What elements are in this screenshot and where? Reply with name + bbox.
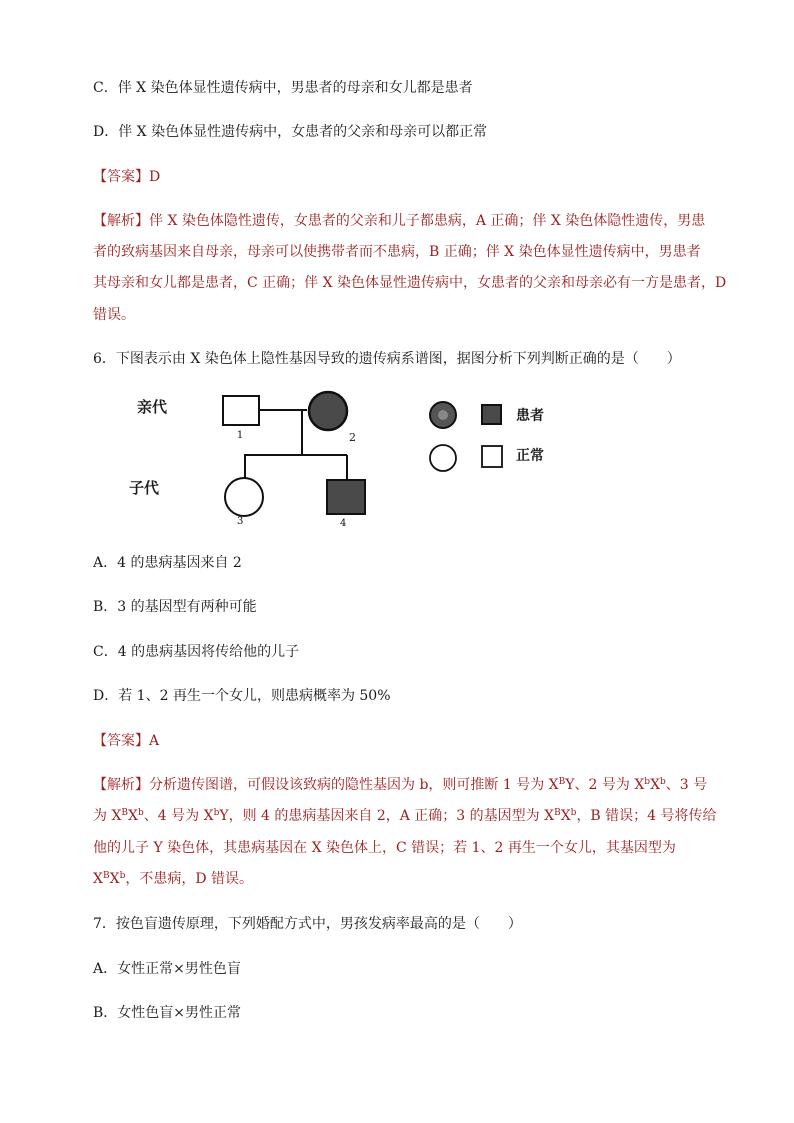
option-q6-b: B．3 的基因型有两种可能	[93, 599, 257, 615]
genotype-superscript: b	[213, 808, 220, 818]
legend-normal-female	[430, 445, 456, 471]
legend-affected-male	[482, 405, 501, 424]
option-q7-b: B．女性色盲×男性正常	[93, 1005, 242, 1021]
analysis-text: ，不患病，D 错误。	[125, 871, 254, 887]
analysis-text: 分析遗传图谱，可假设该致病的隐性基因为 b，则可推断 1 号为 X	[149, 777, 559, 793]
individual-3-normal-female	[225, 478, 263, 516]
analysis-text: 为 X	[93, 808, 122, 824]
analysis-tag: 【解析】	[93, 777, 149, 793]
question-7-stem: 7．按色盲遗传原理，下列婚配方式中，男孩发病率最高的是（ ）	[93, 916, 522, 932]
genotype-superscript: b	[660, 777, 666, 787]
individual-4-affected-male	[327, 480, 365, 514]
legend-normal-male	[482, 446, 502, 467]
analysis-text: 、3 号	[665, 777, 708, 793]
individual-2-number: 2	[349, 431, 356, 444]
genotype-superscript: b	[570, 808, 577, 818]
analysis-q6-line-1	[93, 775, 707, 795]
analysis-q5-line-4: 错误。	[93, 307, 135, 323]
answer-value: A	[149, 733, 160, 749]
individual-1-number: 1	[236, 430, 244, 441]
option-q6-d: D．若 1、2 再生一个女儿，则患病概率为 50%	[93, 688, 391, 704]
analysis-q5-line-1	[93, 211, 705, 231]
analysis-text: X	[109, 871, 120, 887]
option-q5-c: C．伴 X 染色体显性遗传病中，男患者的母亲和女儿都是患者	[93, 80, 473, 96]
analysis-text: X	[93, 871, 103, 887]
genotype-superscript: B	[102, 871, 110, 881]
analysis-text: 、4 号为 X	[143, 808, 214, 824]
option-q6-a: A．4 的患病基因来自 2	[93, 555, 242, 571]
legend-normal-label: 正常	[516, 448, 544, 464]
analysis-text: ，B 错误；4 号将传给	[576, 808, 717, 824]
analysis-text: X	[128, 808, 139, 824]
genotype-superscript: B	[121, 808, 129, 818]
analysis-text: 伴 X 染色体隐性遗传，女患者的父亲和儿子都患病，A 正确；伴 X 染色体隐性遗传，男患	[149, 213, 706, 229]
option-q6-c: C．4 的患病基因将传给他的儿子	[93, 644, 300, 660]
genotype-superscript: b	[138, 808, 144, 818]
analysis-q5-line-2: 者的致病基因来自母亲，母亲可以使携带者而不患病，B 正确；伴 X 染色体显性遗传病中，男患者	[93, 244, 701, 260]
question-6-stem: 6．下图表示由 X 染色体上隐性基因导致的遗传病系谱图，据图分析下列判断正确的是（ ）	[93, 351, 681, 367]
analysis-text: Y，则 4 的患病基因来自 2，A 正确；3 的基因型为 X	[219, 808, 555, 824]
genotype-superscript: b	[119, 871, 126, 881]
analysis-q6-line-4	[93, 869, 253, 889]
legend-affected-female-center	[438, 410, 448, 420]
analysis-text: Y、2 号为 X	[565, 777, 645, 793]
analysis-text: X	[650, 777, 661, 793]
analysis-q5-line-3: 其母亲和女儿都是患者，C 正确；伴 X 染色体显性遗传病中，女患者的父亲和母亲必有一方是患者，D	[93, 275, 727, 291]
analysis-q6-line-2	[93, 806, 717, 826]
child-generation-label: 子代	[129, 479, 160, 497]
genotype-superscript: b	[644, 777, 651, 787]
analysis-tag: 【解析】	[93, 213, 149, 229]
parent-generation-label: 亲代	[137, 398, 168, 416]
individual-1-normal-male	[223, 396, 259, 425]
genotype-superscript: B	[554, 808, 561, 818]
analysis-q6-line-3: 他的儿子 Y 染色体，其患病基因在 X 染色体上，C 错误；若 1、2 再生一个女儿，其基因型为	[93, 840, 676, 856]
answer-q5	[93, 167, 160, 187]
individual-2-affected-female	[309, 392, 347, 430]
answer-tag: 【答案】	[93, 733, 149, 749]
answer-tag: 【答案】	[93, 169, 149, 185]
individual-3-number: 3	[237, 516, 244, 527]
answer-q6	[93, 731, 159, 751]
legend-affected-label: 患者	[516, 408, 544, 424]
individual-4-number: 4	[340, 518, 347, 529]
analysis-text: X	[560, 808, 571, 824]
genotype-superscript: B	[558, 777, 566, 787]
pedigree-chart	[129, 385, 575, 533]
option-q7-a: A．女性正常×男性色盲	[93, 961, 241, 977]
option-q5-d: D．伴 X 染色体显性遗传病中，女患者的父亲和母亲可以都正常	[93, 124, 488, 140]
answer-value: D	[149, 169, 161, 185]
pedigree-figure	[129, 385, 575, 533]
